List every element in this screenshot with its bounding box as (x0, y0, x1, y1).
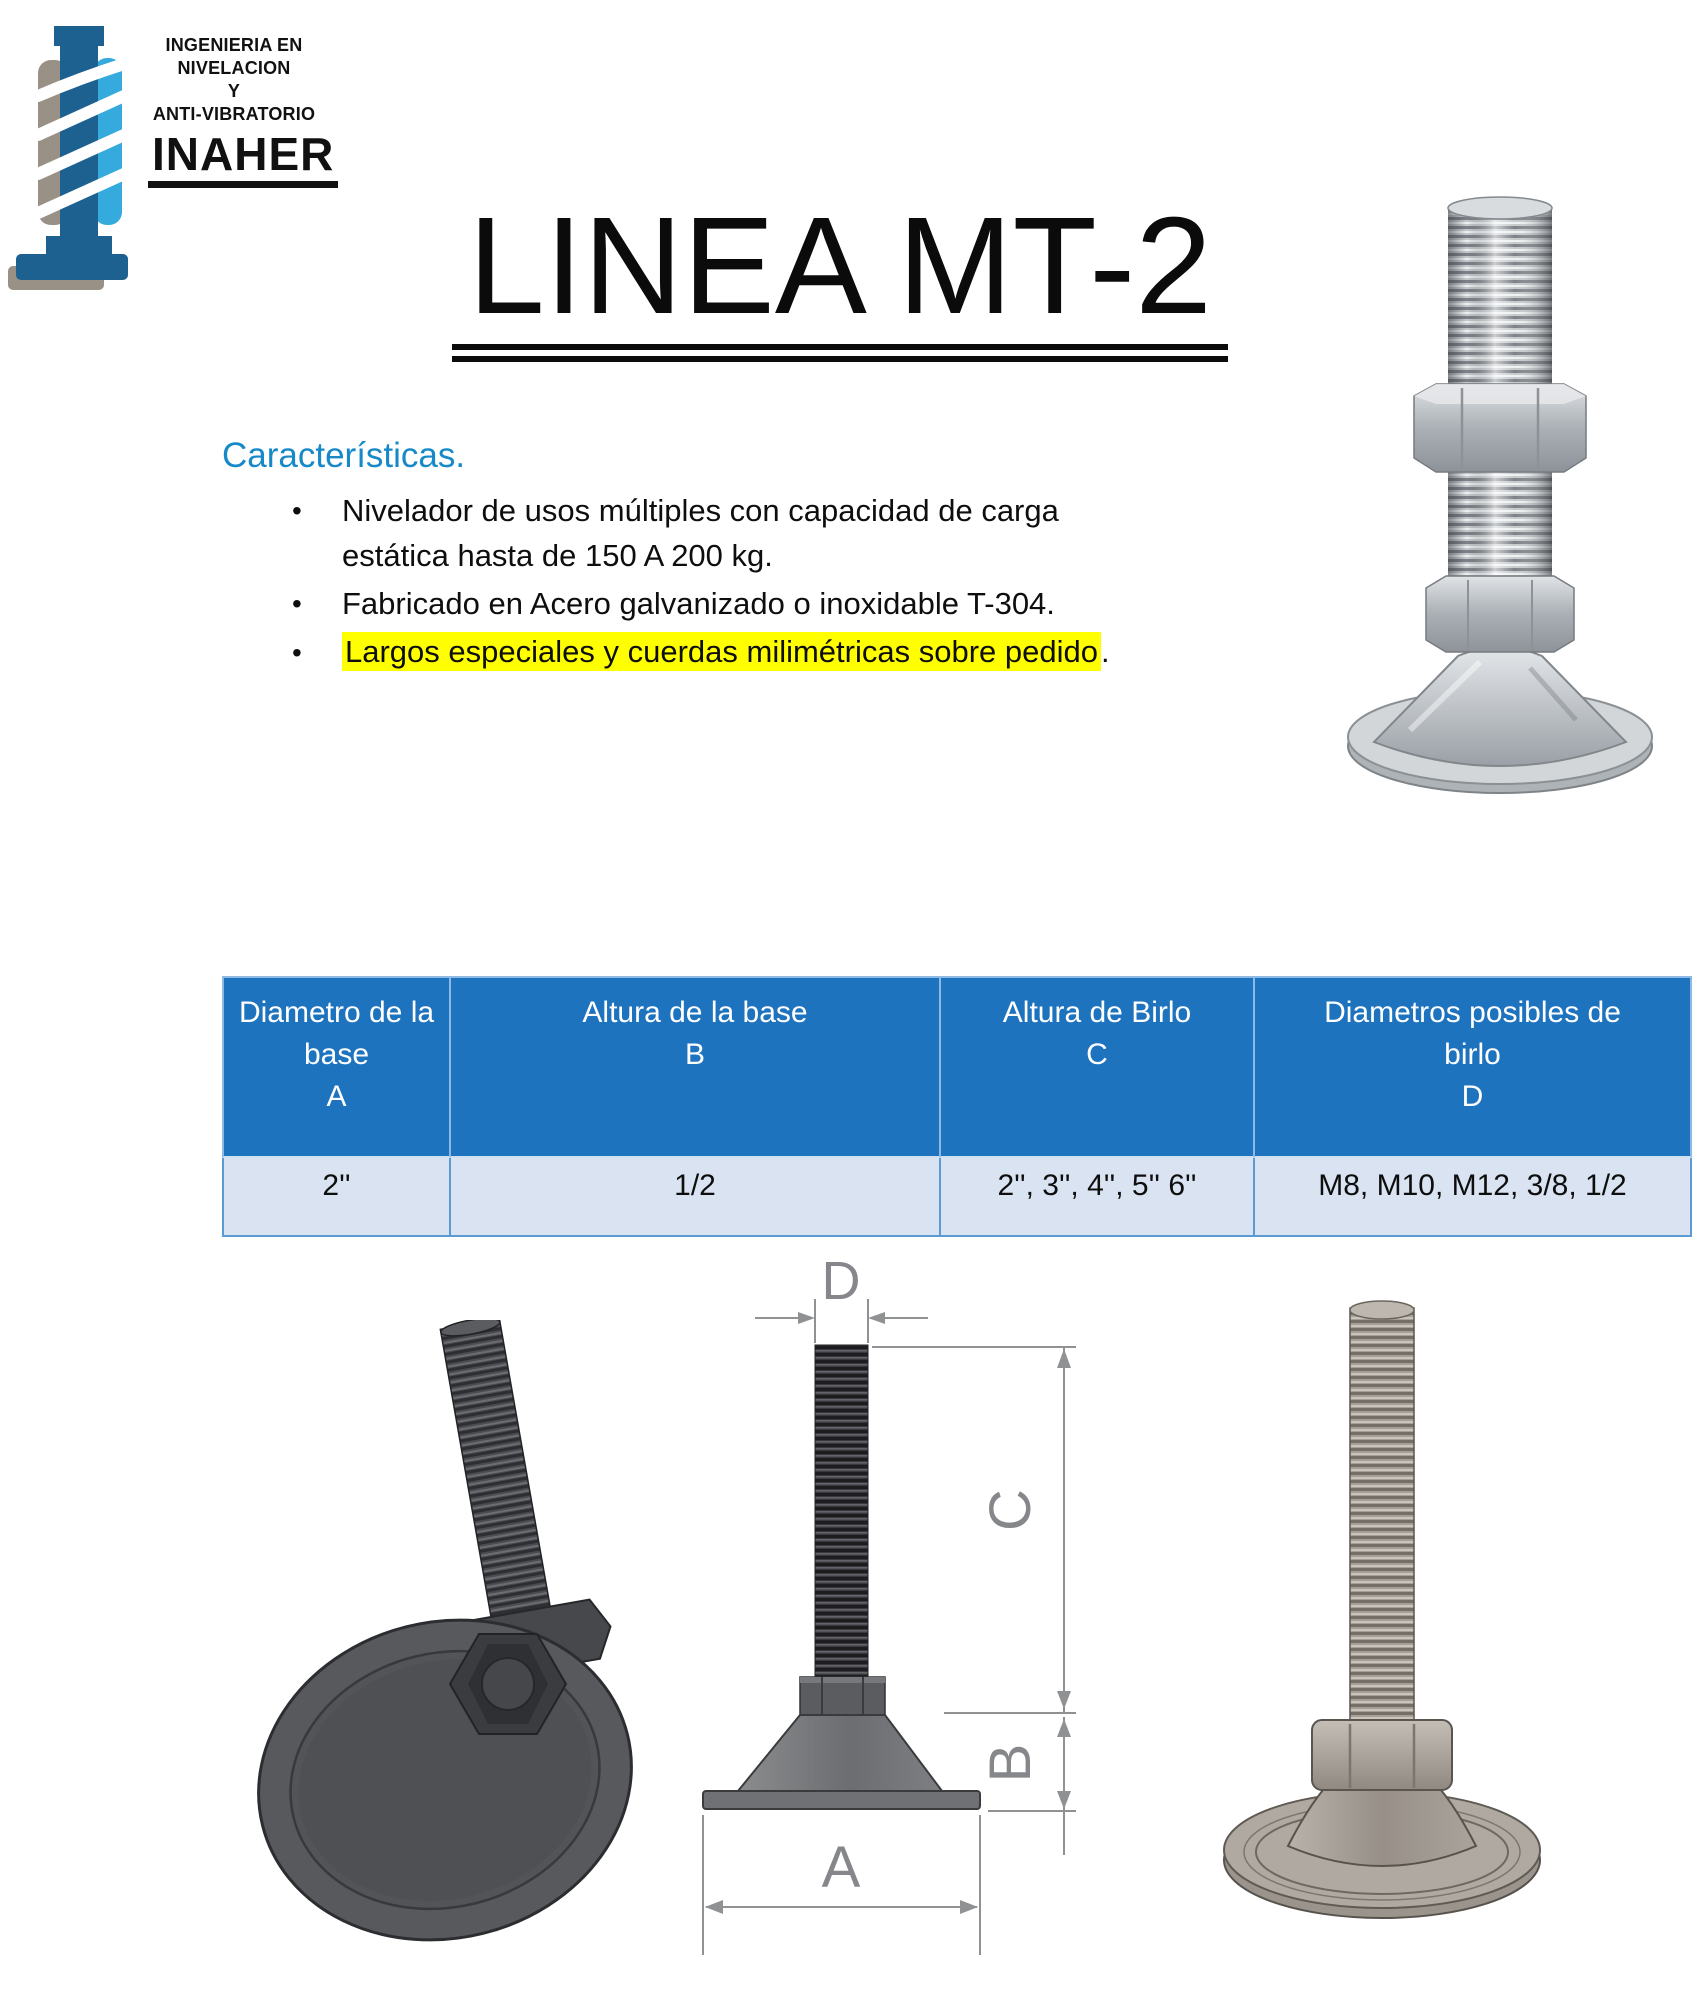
render-nut (1312, 1720, 1452, 1790)
features-list (222, 488, 1172, 675)
logo-tagline-line: Y (227, 81, 241, 101)
render-stud (1350, 1301, 1414, 1728)
feature-text: Nivelador de usos múltiples con capacidad de carga estática hasta de 150 A 200 kg. (342, 493, 1059, 573)
spec-table (222, 976, 1692, 1237)
logo-tagline-line: NIVELACION (177, 58, 291, 78)
column-label: Altura de Birlo (1002, 996, 1192, 1029)
column-letter: A (326, 1080, 347, 1113)
photo-base-dish (1348, 647, 1652, 793)
bullet-icon: • (292, 637, 302, 668)
table-header-cell (451, 976, 941, 1158)
render-side-view (1200, 1280, 1600, 1960)
drawing-part (703, 1345, 980, 1809)
dimension-c (872, 1347, 1076, 1713)
column-label: Altura de la base (582, 996, 808, 1029)
feature-text-suffix: . (1100, 634, 1110, 669)
table-cell: 2'' (222, 1158, 451, 1237)
table-header-cell (1255, 976, 1692, 1158)
table-cell: 1/2 (451, 1158, 941, 1237)
photo-lower-nut (1426, 576, 1574, 652)
list-item (222, 581, 1172, 626)
inaher-logo-graphic (8, 8, 158, 298)
feature-text-highlighted: Largos especiales y cuerdas milimétricas sobre pedido (342, 632, 1101, 671)
list-item (222, 488, 1172, 578)
column-letter: D (1461, 1080, 1484, 1113)
column-label: Diametro de la base (238, 996, 435, 1071)
dim-label-a: A (821, 1835, 861, 1900)
table-cell: 2'', 3'', 4'', 5'' 6'' (941, 1158, 1255, 1237)
title-block (220, 190, 1460, 362)
features-heading: Características. (222, 436, 466, 475)
table-header-cell (222, 976, 451, 1158)
column-letter: C (1086, 1038, 1108, 1071)
features-section (222, 436, 1172, 678)
dim-label-b: B (978, 1743, 1043, 1783)
table-cell: M8, M10, M12, 3/8, 1/2 (1255, 1158, 1692, 1237)
bullet-icon: • (292, 495, 302, 526)
column-label: Diametros posibles de birlo (1324, 996, 1621, 1071)
brand-name: INAHER (148, 129, 338, 188)
dim-label-c: C (978, 1489, 1043, 1531)
photo-upper-nut (1414, 384, 1586, 472)
dim-label-d: D (821, 1255, 861, 1311)
page-title: LINEA MT-2 (452, 190, 1228, 362)
bullet-icon: • (292, 588, 302, 619)
logo-tagline-line: ANTI-VIBRATORIO (152, 104, 316, 124)
column-letter: B (684, 1038, 705, 1071)
list-item (222, 629, 1172, 675)
table-header-cell (941, 976, 1255, 1158)
logo-tagline-line: INGENIERIA EN (165, 35, 303, 55)
logo-text-block (148, 34, 335, 188)
feature-text: Fabricado en Acero galvanizado o inoxidable T-304. (342, 586, 1055, 621)
dimension-b (988, 1717, 1076, 1855)
dimension-drawing (560, 1255, 1120, 2000)
product-photo (1340, 190, 1670, 800)
